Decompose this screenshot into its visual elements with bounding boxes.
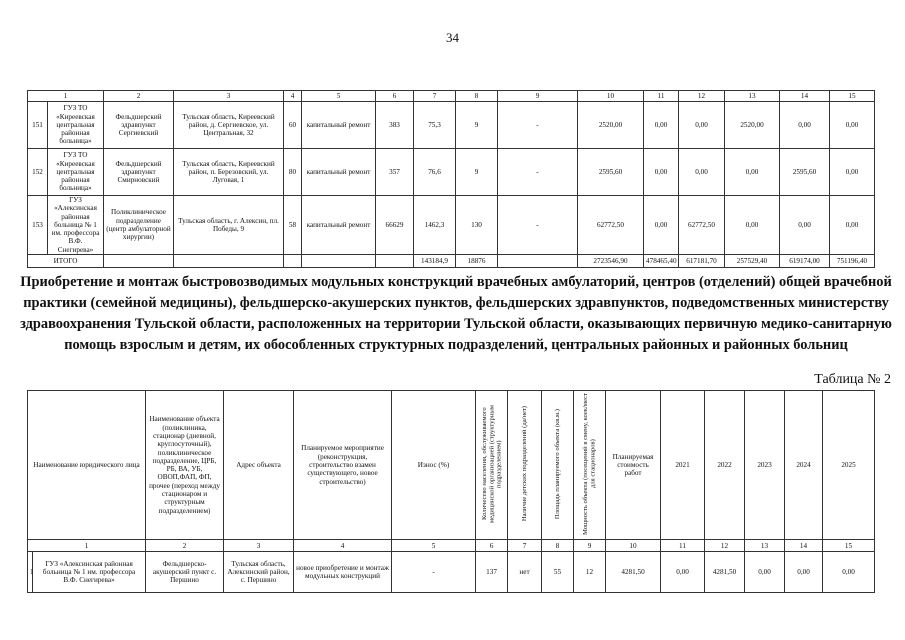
table-cell: 75,3 (414, 102, 456, 149)
header-cell: 2023 (745, 391, 785, 540)
table-cell: 1462,3 (414, 196, 456, 255)
column-number: 13 (745, 540, 785, 552)
header-cell: 2025 (823, 391, 875, 540)
header-cell: 6 (376, 91, 414, 102)
objects-table-continued (27, 90, 875, 268)
header-cell: 7 (414, 91, 456, 102)
vertical-header: Количество населения, обслуживаемого медицинской организацией (структурным подразделением) (480, 405, 503, 523)
column-number: 11 (661, 540, 705, 552)
table-cell: капитальный ремонт (302, 196, 376, 255)
header-cell: 12 (679, 91, 725, 102)
table-cell: 12 (574, 552, 606, 593)
header-cell: Планируемое мероприятие (реконструкция, строительство взамен существующего, новое строительство) (294, 391, 392, 540)
table-row (28, 196, 875, 255)
header-cell: Планируемая стоимость работ (606, 391, 661, 540)
table-cell: 0,00 (823, 552, 875, 593)
header-cell (508, 391, 542, 540)
total-cell: 257529,40 (725, 254, 780, 267)
table-cell: 4281,50 (606, 552, 661, 593)
table-cell: 2520,00 (725, 102, 780, 149)
header-cell: 14 (780, 91, 830, 102)
table-cell (376, 254, 414, 267)
header-cell: 1 (28, 91, 104, 102)
header-cell: 8 (456, 91, 498, 102)
header-cell: Адрес объекта (224, 391, 294, 540)
column-number: 10 (606, 540, 661, 552)
table-cell: ГУЗ ТО «Киреевская центральная районная больница» (48, 102, 104, 149)
header-cell (542, 391, 574, 540)
header-cell: Износ (%) (392, 391, 476, 540)
modular-constructions-table (27, 390, 875, 593)
table-cell: Тульская область, г. Алексин, пл. Победы, 9 (174, 196, 284, 255)
table-cell: 0,00 (725, 196, 780, 255)
vertical-header: Мощность объекта (посещений в смену, коек/мест для стационаров) (582, 393, 597, 535)
table-cell: 4281,50 (705, 552, 745, 593)
total-cell: 617181,70 (679, 254, 725, 267)
table-cell: ГУЗ «Алексинская районная больница № 1 им. профессора В.Ф. Снегирева» (33, 552, 146, 593)
header-cell: 2022 (705, 391, 745, 540)
table-cell: Тульская область, Киреевский район, п. Березовский, ул. Луговая, 1 (174, 149, 284, 196)
header-cell: 11 (644, 91, 679, 102)
table-cell: 0,00 (725, 149, 780, 196)
table-cell: 60 (284, 102, 302, 149)
table-cell: 0,00 (780, 196, 830, 255)
header-cell: 3 (174, 91, 284, 102)
table-cell: 0,00 (679, 102, 725, 149)
table-cell: капитальный ремонт (302, 102, 376, 149)
header-cell: 2021 (661, 391, 705, 540)
table-cell: 55 (542, 552, 574, 593)
header-cell: 5 (302, 91, 376, 102)
table-cell (284, 254, 302, 267)
header-cell: 9 (498, 91, 578, 102)
table-cell: 2520,00 (578, 102, 644, 149)
table-cell: - (498, 149, 578, 196)
total-cell: 619174,00 (780, 254, 830, 267)
table-cell: ГУЗ ТО «Киреевская центральная районная больница» (48, 149, 104, 196)
table-cell: нет (508, 552, 542, 593)
header-cell: Наименование объекта (поликлиника, стационар (дневной, круглосуточный), поликлиническое подразделение, ЦРБ, РБ, ВА, УБ, ОВОП,ФАП, ФП, прочее (переход между стационаром и структурным подразделением) (146, 391, 224, 540)
total-label: ИТОГО (28, 254, 104, 267)
table-cell: 0,00 (830, 196, 875, 255)
column-number: 15 (823, 540, 875, 552)
table-cell: 0,00 (830, 149, 875, 196)
table-cell: 2595,60 (780, 149, 830, 196)
total-cell: 18876 (456, 254, 498, 267)
column-number: 3 (224, 540, 294, 552)
table-cell (302, 254, 376, 267)
table-cell: - (498, 196, 578, 255)
header-cell: 4 (284, 91, 302, 102)
table-cell: 0,00 (644, 149, 679, 196)
table-cell: новое приобретение и монтаж модульных конструкций (294, 552, 392, 593)
table-cell: - (498, 102, 578, 149)
table-cell: Фельдшерский здравпункт Смирновский (104, 149, 174, 196)
table-cell: 0,00 (644, 102, 679, 149)
table-cell: 0,00 (679, 149, 725, 196)
column-number-row (28, 540, 875, 552)
section-title: Приобретение и монтаж быстровозводимых модульных конструкций врачебных амбулаторий, центров (отделений) общей врачебной практики (семейной медицины), фельдшерско-акушерских пунктов, фельдшерских здравпунктов, подведомственных министерству здравоохранения Тульской области, расположенных на территории Тульской области, оказывающих первичную медико-санитарную помощь взрослым и детям, их обособленных структурных подразделений, центральных районных и районных больниц (20, 274, 892, 353)
column-number: 8 (542, 540, 574, 552)
table-total-row (28, 254, 875, 267)
page-number: 34 (446, 30, 459, 45)
table-cell: 0,00 (661, 552, 705, 593)
table-cell: 1 (28, 552, 33, 593)
table-cell (104, 254, 174, 267)
table-cell: 151 (28, 102, 48, 149)
total-cell: 143184,9 (414, 254, 456, 267)
table-header-row (28, 91, 875, 102)
vertical-header: Наличие детских подразделений (да/нет) (520, 406, 528, 522)
header-cell: 15 (830, 91, 875, 102)
column-number: 5 (392, 540, 476, 552)
table-cell: 153 (28, 196, 48, 255)
total-cell: 478465,40 (644, 254, 679, 267)
table-row (28, 149, 875, 196)
header-cell: 2024 (785, 391, 823, 540)
table-cell: 0,00 (830, 102, 875, 149)
table-cell: Фельдшерско-акушерский пункт с. Першино (146, 552, 224, 593)
column-number: 1 (28, 540, 146, 552)
table-cell: 130 (456, 196, 498, 255)
header-cell (574, 391, 606, 540)
table-label: Таблица № 2 (814, 372, 891, 387)
table-cell (174, 254, 284, 267)
table-cell: капитальный ремонт (302, 149, 376, 196)
table-cell: 152 (28, 149, 48, 196)
column-number: 6 (476, 540, 508, 552)
table-cell: 357 (376, 149, 414, 196)
table-cell: 80 (284, 149, 302, 196)
vertical-header: Площадь планируемого объекта (кв.м.) (553, 408, 561, 520)
table-cell: 9 (456, 102, 498, 149)
table-cell: 0,00 (644, 196, 679, 255)
table-cell: 9 (456, 149, 498, 196)
column-number: 2 (146, 540, 224, 552)
table-cell: Тульская область, Киреевский район, д. Сергиевское, ул. Центральная, 32 (174, 102, 284, 149)
table-header-row (28, 391, 875, 540)
column-number: 4 (294, 540, 392, 552)
table-cell: 383 (376, 102, 414, 149)
table-cell: 2595,60 (578, 149, 644, 196)
table-cell: 66629 (376, 196, 414, 255)
column-number: 9 (574, 540, 606, 552)
table-cell: Тульская область, Алексинский район, с. Першино (224, 552, 294, 593)
table-cell: 137 (476, 552, 508, 593)
total-cell: 2723546,90 (578, 254, 644, 267)
column-number: 7 (508, 540, 542, 552)
header-cell: 10 (578, 91, 644, 102)
table-cell: Фельдшерский здравпункт Сергиевский (104, 102, 174, 149)
column-number: 12 (705, 540, 745, 552)
table-row (28, 552, 875, 593)
table-cell: 62772,50 (578, 196, 644, 255)
table-cell: - (392, 552, 476, 593)
table-cell: 0,00 (785, 552, 823, 593)
header-cell: 2 (104, 91, 174, 102)
table-cell: 76,6 (414, 149, 456, 196)
column-number: 14 (785, 540, 823, 552)
table-cell (498, 254, 578, 267)
table-cell: Поликлиническое подразделение (центр амбулаторной хирургии) (104, 196, 174, 255)
header-cell: 13 (725, 91, 780, 102)
table-cell: 0,00 (745, 552, 785, 593)
table-cell: ГУЗ «Алексинская районная больница № 1 им. профессора В.Ф. Снегирева» (48, 196, 104, 255)
total-cell: 751196,40 (830, 254, 875, 267)
table-cell: 62772,50 (679, 196, 725, 255)
table-cell: 0,00 (780, 102, 830, 149)
header-cell (476, 391, 508, 540)
table-cell: 58 (284, 196, 302, 255)
table-row (28, 102, 875, 149)
header-cell: Наименование юридического лица (28, 391, 146, 540)
